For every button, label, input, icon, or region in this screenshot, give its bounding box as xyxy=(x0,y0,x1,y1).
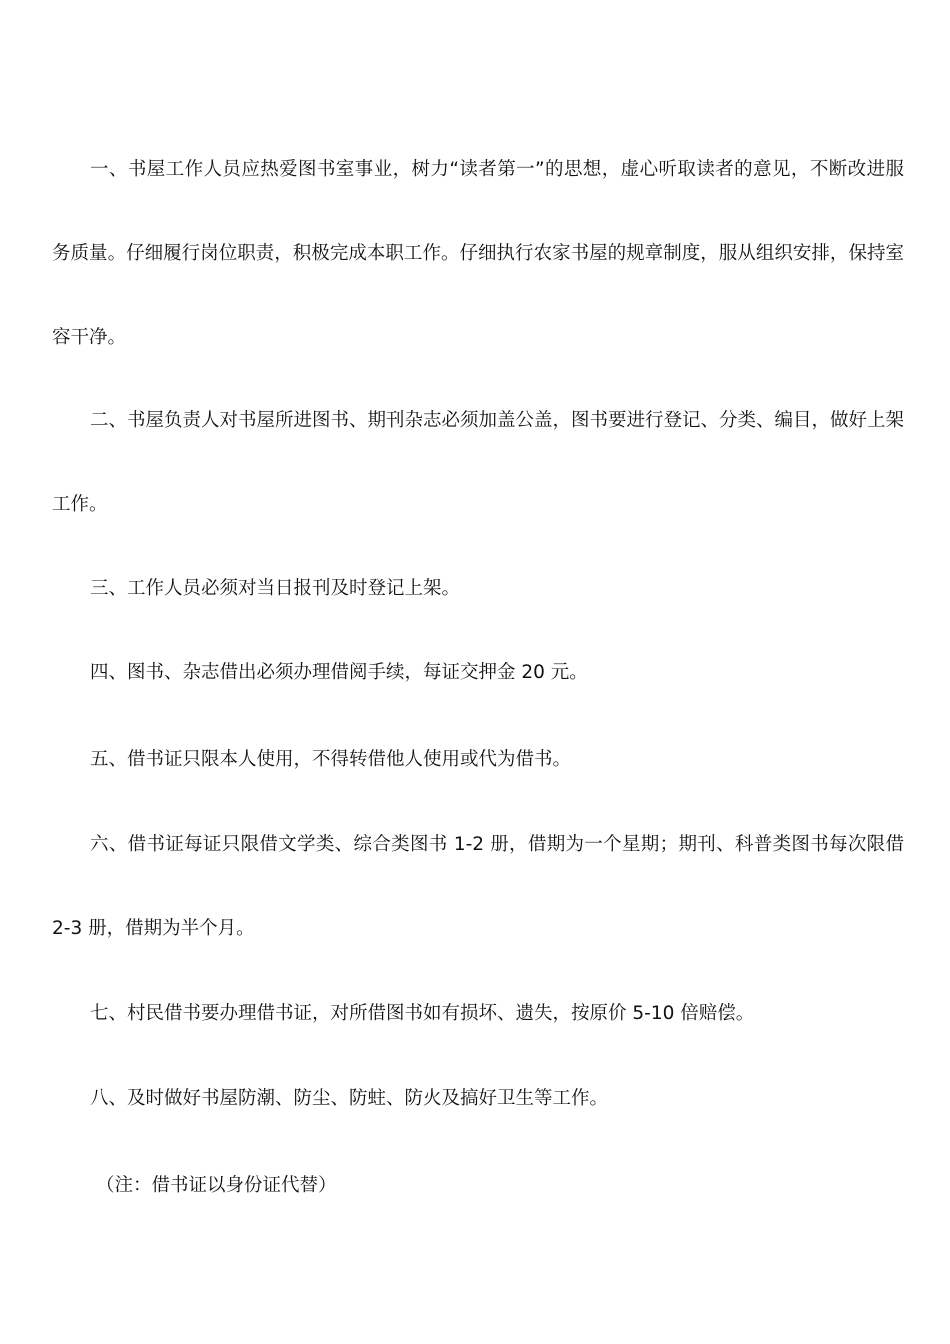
rule-paragraph-4: 四、图书、杂志借出必须办理借阅手续，每证交押金 20 元。 xyxy=(90,662,588,683)
rule-paragraph-1: 一、书屋工作人员应热爱图书室事业，树力“读者第一”的思想，虚心听取读者的意见，不断改进服务质量。仔细履行岗位职责，积极完成本职工作。仔细执行农家书屋的规章制度，服从组织安排，保持室容干净。 xyxy=(52,159,904,348)
rule-paragraph-3: 三、工作人员必须对当日报刊及时登记上架。 xyxy=(90,578,461,599)
rule-paragraph-5: 五、借书证只限本人使用，不得转借他人使用或代为借书。 xyxy=(90,749,572,770)
rule-paragraph-2: 二、书屋负责人对书屋所进图书、期刊杂志必须加盖公盖，图书要进行登记、分类、编目，做好上架工作。 xyxy=(52,410,905,515)
footnote: （注：借书证以身份证代替） xyxy=(96,1175,337,1196)
rule-paragraph-6: 六、借书证每证只限借文学类、综合类图书 1-2 册，借期为一个星期；期刊、科普类图书每次限借 2-3 册，借期为半个月。 xyxy=(52,834,904,939)
rule-paragraph-7: 七、村民借书要办理借书证，对所借图书如有损坏、遗失，按原价 5-10 倍赔偿。 xyxy=(90,1003,755,1024)
rule-paragraph-8: 八、及时做好书屋防潮、防尘、防蛀、防火及搞好卫生等工作。 xyxy=(90,1088,609,1109)
